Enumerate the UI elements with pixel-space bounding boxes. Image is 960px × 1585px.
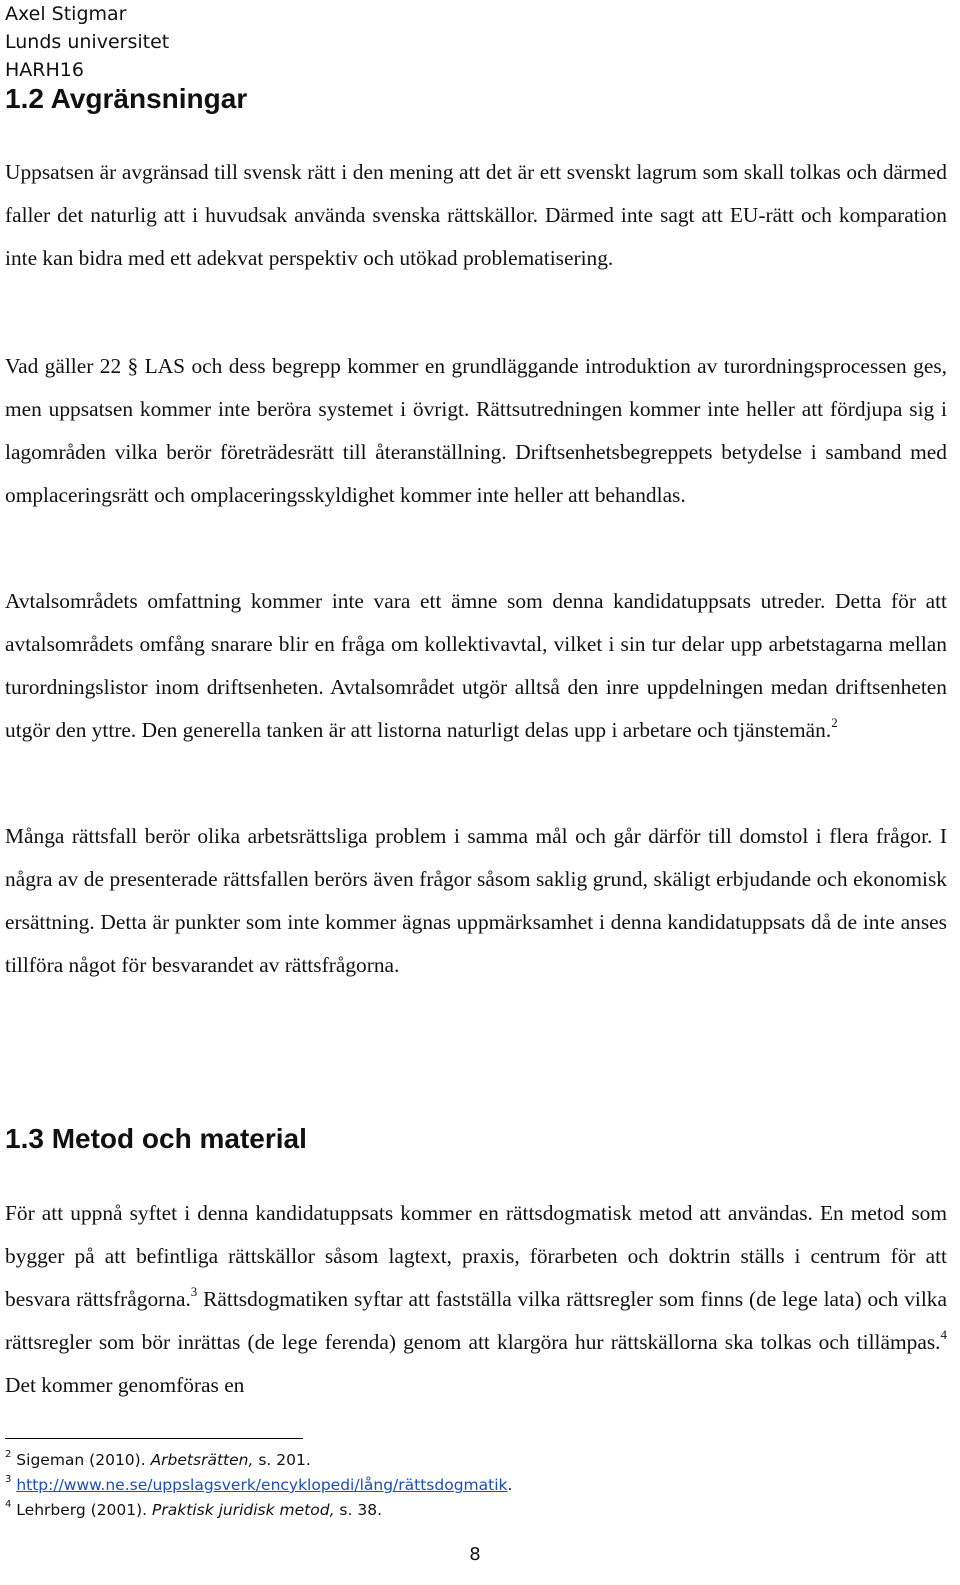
footnote-separator (5, 1438, 303, 1439)
paragraph-text: Avtalsområdets omfattning kommer inte vara ett ämne som denna kandidatuppsats utreder. Detta för att avtalsområdets omfång snarare blir en fråga om kollektivavtal, vilket i sin tur delar upp arbetstagarna mellan turordningslistor inom driftsenheten. Avtalsområdet utgör alltså den inre uppdelningen medan driftsenheten utgör den yttre. Den generella tanken är att listorna naturligt delas upp i arbetare och tjänstemän. (5, 589, 947, 742)
paragraph-las-scope: Vad gäller 22 § LAS och dess begrepp kommer en grundläggande introduktion av turordningsprocessen ges, men uppsatsen kommer inte beröra systemet i övrigt. Rättsutredningen kommer inte heller att fördjupa sig i lagområden vilka berör företrädesrätt till återanställning. Driftsenhetsbegreppets betydelse i samband med omplaceringsrätt och omplaceringsskyldighet kommer inte heller att behandlas. (5, 354, 947, 507)
paragraph-text: Rättsdogmatiken syftar att fastställa vilka rättsregler som finns (de lege lata) och vilka rättsregler som bör inrättas (de lege ferenda) genom att klargöra hur rättskällorna ska tolkas och tillämpas. (5, 1287, 947, 1354)
footnote-title: Arbetsrätten, (150, 1451, 254, 1469)
footnote-number: 4 (5, 1498, 12, 1510)
paragraph-text: Det kommer genomföras en (5, 1373, 245, 1397)
paragraph-scope-swedish-law: Uppsatsen är avgränsad till svensk rätt i den mening att det är ett svenskt lagrum som skall tolkas och därmed faller det naturlig att i huvudsak använda svenska rättskällor. Därmed inte sagt att EU-rätt och komparation inte kan bidra med ett adekvat perspektiv och utökad problematisering. (5, 160, 947, 270)
footnote-title: Praktisk juridisk metod, (152, 1501, 335, 1519)
footnote-2 (5, 1448, 512, 1473)
section-heading-metod-och-material: 1.3 Metod och material (5, 1123, 307, 1154)
header-author: Axel Stigmar (5, 3, 127, 25)
page-number: 8 (469, 1544, 481, 1565)
footnote-number: 2 (5, 1448, 12, 1460)
footnote-ref-3[interactable]: 3 (190, 1283, 198, 1299)
paragraph-text: För att uppnå syftet i denna kandidatuppsats kommer en rättsdogmatisk metod att användas. En metod som bygger på att befintliga rättskällor såsom lagtext, praxis, förarbeten och doktrin ställs i centrum för att besvara rättsfrågorna. (5, 1201, 947, 1311)
paragraph-avtalsomrade (5, 580, 947, 752)
section-heading-avgransningar: 1.2 Avgränsningar (5, 83, 248, 114)
footnote-ref-2[interactable]: 2 (831, 714, 838, 730)
paragraph-rattsfall: Många rättsfall berör olika arbetsrättsliga problem i samma mål och går därför till domstol i flera frågor. I några av de presenterade rättsfallen berörs även frågor såsom saklig grund, skäligt erbjudande och ekonomisk ersättning. Detta är punkter som inte kommer ägnas uppmärksamhet i denna kandidatuppsats då de inte anses tillföra något för besvarandet av rättsfrågorna. (5, 824, 947, 977)
paragraph-method (5, 1192, 947, 1407)
document-header (5, 0, 169, 84)
footnote-text: Lehrberg (2001). (11, 1501, 153, 1519)
footnote-text: Sigeman (2010). (11, 1451, 151, 1469)
footnote-link[interactable]: http://www.ne.se/uppslagsverk/encyklopedi/lång/rättsdogmatik (16, 1476, 508, 1494)
footnote-text: . (507, 1476, 513, 1494)
footnote-number: 3 (5, 1473, 12, 1485)
header-university: Lunds universitet (5, 31, 170, 53)
header-course: HARH16 (5, 59, 84, 81)
footnote-text: s. 201. (253, 1451, 311, 1469)
footnote-4 (5, 1498, 512, 1523)
footnote-ref-4[interactable]: 4 (940, 1326, 947, 1342)
footnotes (5, 1448, 512, 1523)
footnote-text: s. 38. (334, 1501, 383, 1519)
footnote-3 (5, 1473, 512, 1498)
